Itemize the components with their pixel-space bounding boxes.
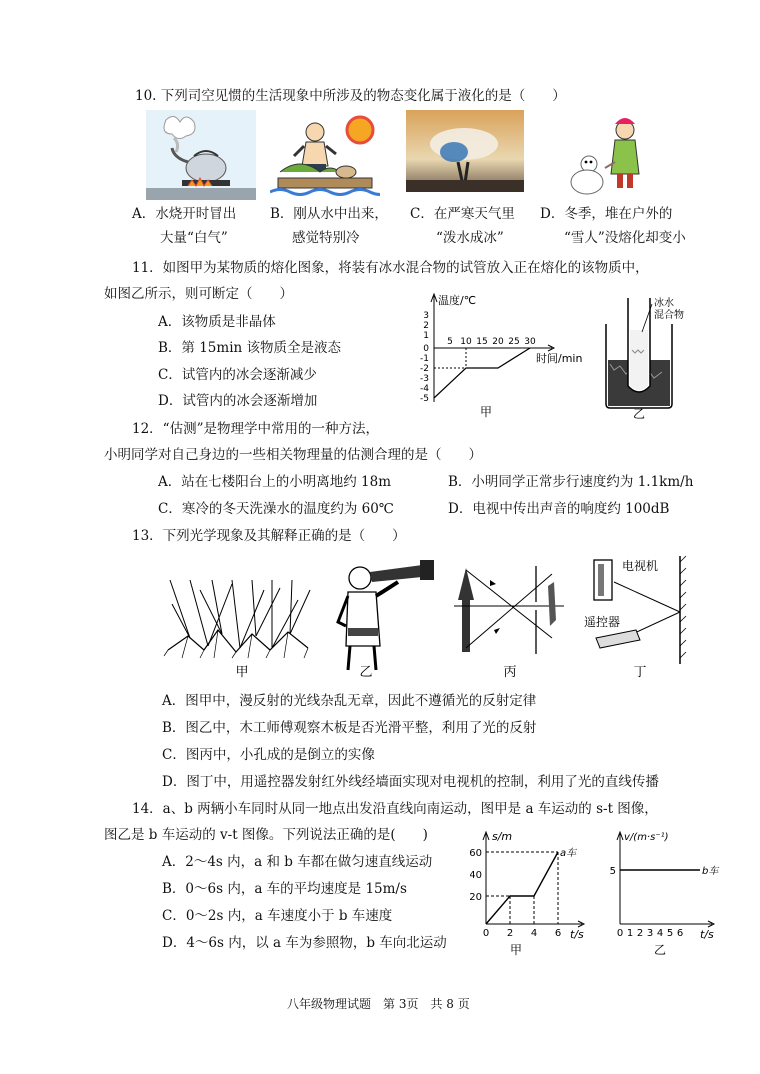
st-xtick: 4 [530, 928, 538, 939]
melting-xtick: 30 [524, 337, 536, 347]
carpenter-figure [326, 552, 446, 680]
melting-ytick: 0 [423, 344, 429, 354]
q12-stem-line2: 小明同学对自己身边的一些相关物理量的估测合理的是（ ） [104, 447, 482, 463]
melting-ytick: -4 [420, 384, 429, 394]
q12-option-c: C．寒冷的冬天洗澡水的温度约为 60℃ [158, 501, 394, 517]
diffuse-caption: 甲 [235, 665, 249, 680]
page-footer: 八年级物理试题 第 3页 共 8 页 [287, 997, 470, 1011]
diffuse-reflection-figure [160, 560, 320, 680]
q13-option-c: C．图丙中，小孔成的是倒立的实像 [162, 747, 375, 763]
q11-option-b: B．第 15min 该物质全是液态 [158, 340, 341, 356]
q11-option-a: A．该物质是非晶体 [158, 314, 276, 330]
melting-graph-ylabel: 温度/℃ [438, 294, 477, 307]
melting-xtick: 5 [447, 337, 453, 347]
q14-option-a: A．2～4s 内，a 和 b 车都在做匀速直线运动 [162, 854, 433, 870]
melting-ytick: -2 [420, 364, 429, 374]
melting-ytick: 2 [423, 321, 429, 331]
st-ytick: 40 [470, 870, 482, 881]
st-ylabel: s/m [492, 830, 513, 843]
q10-option-c-line2: “泼水成冰” [436, 230, 504, 246]
melting-xtick: 20 [492, 337, 504, 347]
vt-xtick: 3 [646, 928, 654, 939]
vt-xtick: 4 [656, 928, 664, 939]
q12-option-a: A．站在七楼阳台上的小明离地约 18m [158, 474, 392, 490]
melting-xtick: 10 [460, 337, 472, 347]
vt-ytick: 5 [609, 866, 616, 877]
q10-option-d-line1: D．冬季，堆在户外的 [540, 206, 673, 222]
melting-xtick: 25 [508, 337, 520, 347]
vt-xtick: 5 [666, 928, 674, 939]
beaker-label-line2: 混合物 [654, 310, 684, 321]
st-xtick: 2 [506, 928, 514, 939]
q10-option-a-line1: A．水烧开时冒出 [132, 206, 237, 222]
q11-option-c: C．试管内的冰会逐渐减少 [158, 367, 317, 383]
q10-option-d-line2: “雪人”没熔化却变小 [564, 230, 686, 246]
melting-graph-caption: 甲 [479, 405, 493, 419]
q13-option-b: B．图乙中，木工师傅观察木板是否光滑平整，利用了光的反射 [162, 720, 537, 736]
st-xtick: 0 [482, 928, 490, 939]
vt-xtick: 0 [616, 928, 624, 939]
q14-option-b: B．0～6s 内，a 车的平均速度是 15m/s [162, 881, 407, 897]
beaker-label-line1: 冰水 [654, 298, 674, 309]
q13-option-d: D．图丁中，用遥控器发射红外线经墙面实现对电视机的控制，利用了光的直线传播 [162, 774, 659, 790]
melting-graph-xlabel: 时间/min [536, 352, 583, 365]
tv-remote-caption: 丁 [633, 665, 647, 680]
melting-xtick: 15 [476, 337, 488, 347]
st-series-label: a车 [560, 848, 577, 859]
q13-stem: 13．下列光学现象及其解释正确的是（ ） [132, 528, 406, 544]
q11-stem-line2: 如图乙所示，则可断定（ ） [104, 286, 293, 302]
kettle-steam-image [146, 110, 256, 200]
vt-xtick: 6 [676, 928, 684, 939]
melting-ytick: -1 [420, 354, 429, 364]
vt-xtick: 1 [626, 928, 634, 939]
vt-xtick: 2 [636, 928, 644, 939]
q14-stem-line1: 14．a、b 两辆小车同时从同一地点出发沿直线向南运动，图甲是 a 车运动的 s-t 图像， [132, 801, 658, 817]
splash-ice-image [406, 110, 524, 192]
vt-series-label: b车 [702, 866, 719, 877]
vt-graph-car-b [606, 826, 726, 960]
q11-option-d: D．试管内的冰会逐渐增加 [158, 393, 318, 409]
q12-option-d: D．电视中传出声音的响度约 100dB [448, 501, 670, 517]
pinhole-caption: 丙 [503, 665, 517, 680]
st-ytick: 60 [470, 848, 482, 859]
q12-option-b: B．小明同学正常步行速度约为 1.1km/h [448, 474, 694, 490]
q11-stem-line1: 11．如图甲为某物质的熔化图象，将装有冰水混合物的试管放入正在熔化的该物质中， [132, 260, 649, 276]
tv-remote-figure [580, 552, 690, 680]
vt-ylabel: v/(m·s⁻¹) [624, 832, 669, 843]
vt-xlabel: t/s [700, 928, 714, 941]
q10-option-b-line1: B．刚从水中出来， [270, 206, 388, 222]
beaker-figure [602, 290, 692, 420]
vt-caption: 乙 [653, 943, 667, 957]
st-xtick: 6 [554, 928, 562, 939]
q13-option-a: A．图甲中，漫反射的光线杂乱无章，因此不遵循光的反射定律 [162, 693, 537, 709]
snowman-image [559, 110, 651, 198]
st-caption: 甲 [509, 943, 523, 957]
q14-stem-line2: 图乙是 b 车运动的 v-t 图像。下列说法正确的是( ) [104, 827, 428, 843]
st-ytick: 20 [470, 892, 482, 903]
q10-option-b-line2: 感觉特别冷 [292, 230, 360, 246]
melting-graph [412, 290, 602, 420]
st-line-car-a [486, 852, 558, 924]
remote-label: 遥控器 [584, 615, 621, 629]
q10-option-c-line1: C．在严寒天气里 [410, 206, 515, 222]
swimmer-image [270, 110, 380, 200]
carpenter-caption: 乙 [359, 665, 373, 680]
tv-label: 电视机 [622, 559, 659, 573]
q10-stem: 10. 下列司空见惯的生活现象中所涉及的物态变化属于液化的是（ ） [135, 88, 566, 104]
st-xlabel: t/s [570, 928, 584, 941]
melting-ytick: 3 [423, 311, 429, 321]
q14-option-c: C．0～2s 内，a 车速度小于 b 车速度 [162, 908, 393, 924]
melting-curve [434, 348, 530, 398]
melting-ytick: -3 [420, 374, 429, 384]
st-graph-car-a [470, 826, 600, 960]
beaker-caption: 乙 [632, 407, 646, 420]
q14-option-d: D．4～6s 内，以 a 车为参照物，b 车向北运动 [162, 935, 447, 951]
melting-ytick: -5 [420, 394, 429, 404]
melting-ytick: 1 [423, 331, 429, 341]
pinhole-figure [444, 560, 574, 680]
q12-stem-line1: 12．“估测”是物理学中常用的一种方法， [132, 421, 379, 437]
q10-option-a-line2: 大量“白气” [160, 230, 228, 246]
